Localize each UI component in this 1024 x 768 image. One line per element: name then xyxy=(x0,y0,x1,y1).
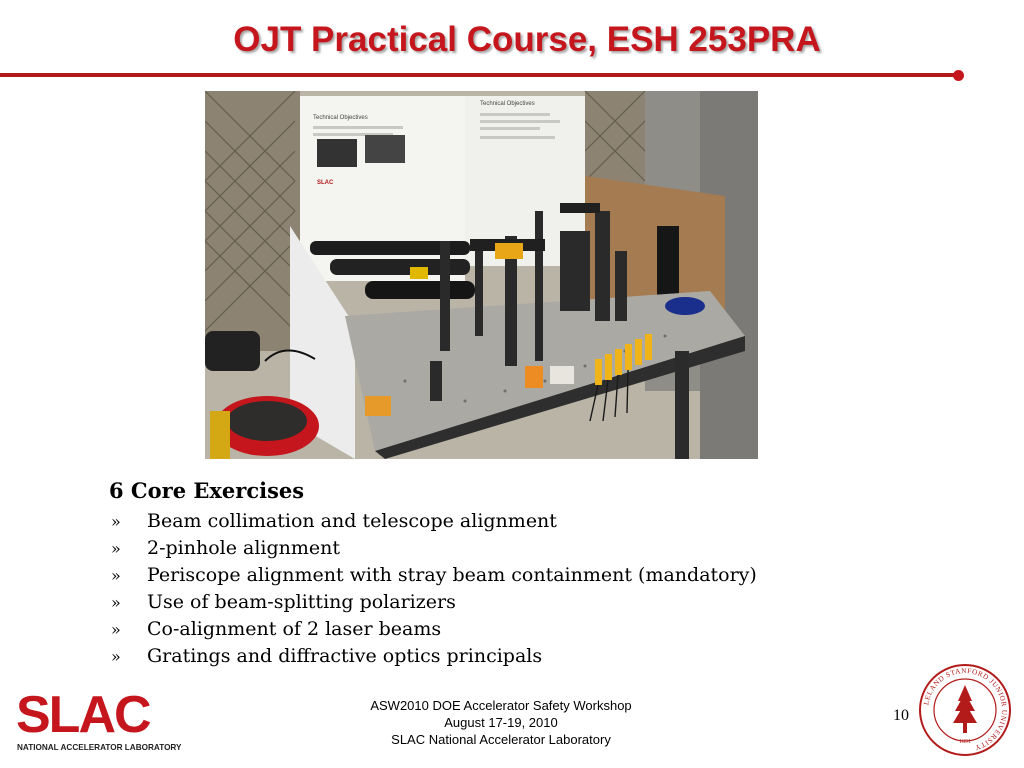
bullet-icon: » xyxy=(111,566,121,585)
poster-logo: SLAC xyxy=(317,180,334,186)
seal-ring-text: LELAND STANFORD JUNIOR UNIVERSITY xyxy=(922,666,1009,752)
list-item-text: Co-alignment of 2 laser beams xyxy=(147,618,442,640)
list-item-text: Periscope alignment with stray beam containment (mandatory) xyxy=(147,564,757,586)
bullet-icon: » xyxy=(111,512,121,531)
slac-subtitle: NATIONAL ACCELERATOR LABORATORY xyxy=(17,743,182,752)
list-item xyxy=(109,589,869,616)
bullet-icon: » xyxy=(111,620,121,639)
exercise-list xyxy=(109,508,869,670)
slac-logo xyxy=(16,688,196,754)
bullet-icon: » xyxy=(111,539,121,558)
stanford-seal-icon xyxy=(918,663,1012,757)
list-item xyxy=(109,508,869,535)
list-item xyxy=(109,562,869,589)
slide-content xyxy=(109,478,869,670)
content-heading: 6 Core Exercises xyxy=(109,478,305,503)
slide-title: OJT Practical Course, ESH 253PRA xyxy=(233,20,821,59)
bullet-icon: » xyxy=(111,593,121,612)
page-number: 10 xyxy=(893,707,909,724)
slac-wordmark: SLAC xyxy=(16,688,150,744)
footer-event: ASW2010 DOE Accelerator Safety Workshop xyxy=(370,698,632,713)
bullet-icon: » xyxy=(111,647,121,666)
list-item-text: 2-pinhole alignment xyxy=(147,537,341,559)
list-item-text: Beam collimation and telescope alignment xyxy=(147,510,557,532)
footer-date: August 17-19, 2010 xyxy=(444,715,558,730)
seal-year: 1891 xyxy=(959,739,971,745)
optics-table-photo xyxy=(205,91,758,459)
list-item-text: Gratings and diffractive optics principals xyxy=(147,645,543,667)
footer xyxy=(320,697,682,748)
list-item-text: Use of beam-splitting polarizers xyxy=(147,591,456,613)
title-underline-dot xyxy=(953,70,964,81)
list-item xyxy=(109,535,869,562)
list-item xyxy=(109,616,869,643)
list-item xyxy=(109,643,869,670)
poster-heading-left: Technical Objectives xyxy=(313,115,368,121)
title-underline xyxy=(0,73,958,77)
footer-lab: SLAC National Accelerator Laboratory xyxy=(391,732,611,747)
poster-heading-right: Technical Objectives xyxy=(480,101,535,107)
